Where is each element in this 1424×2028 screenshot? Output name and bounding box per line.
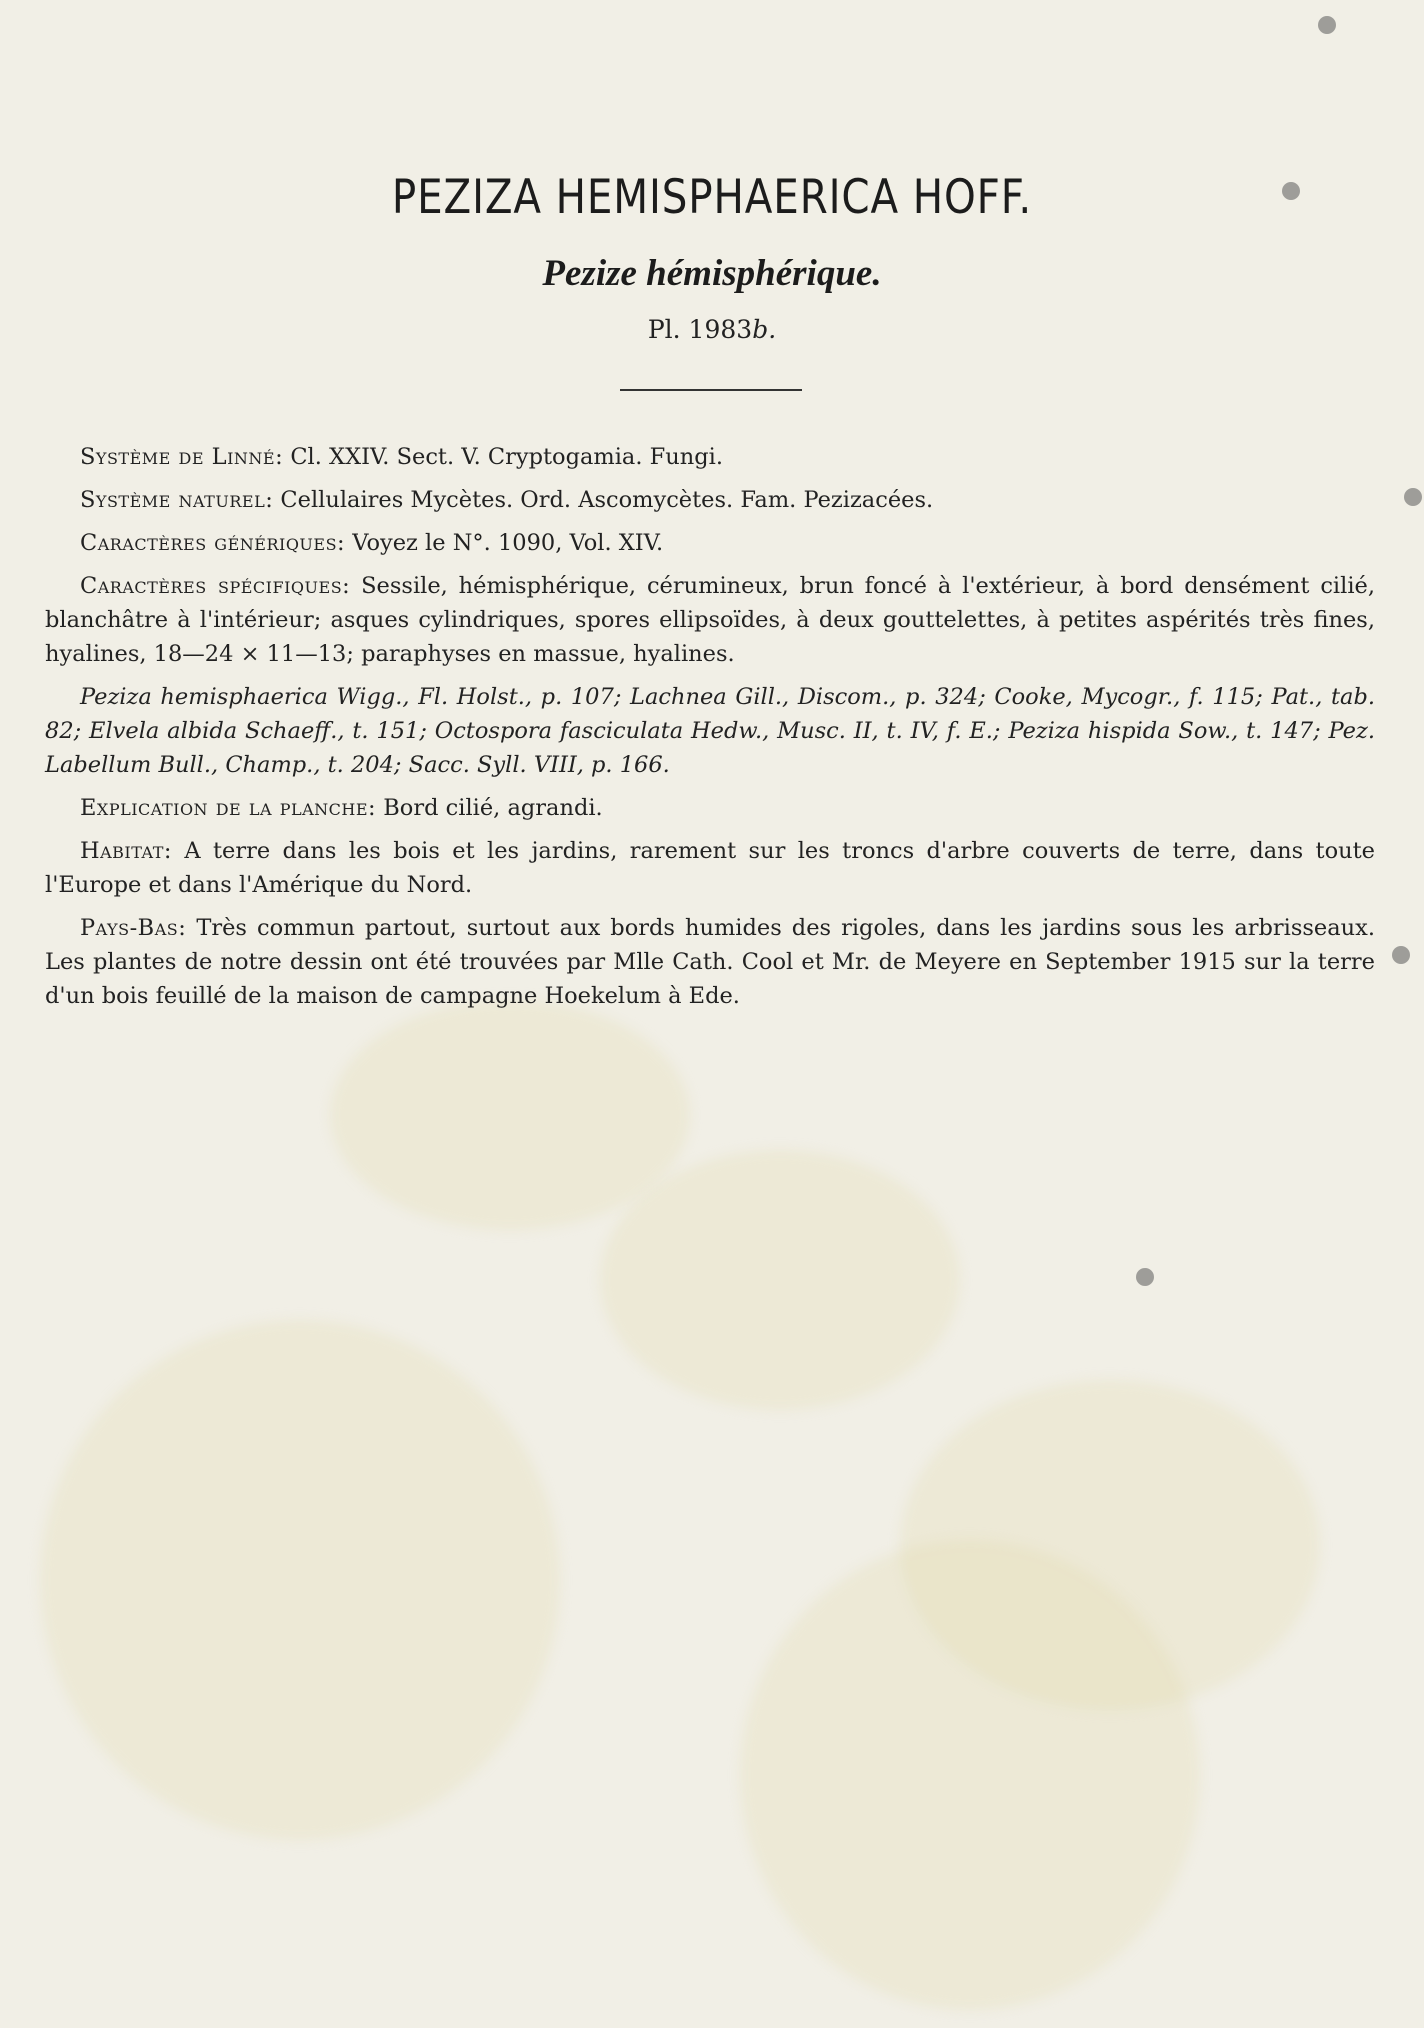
paper-speck: [1392, 946, 1410, 964]
title-divider: [620, 389, 802, 391]
paper-stain: [330, 1000, 690, 1230]
section-text: Sessile, hémisphérique, cérumineux, brun foncé à l'extérieur, à bord densément cilié, blanchâtre à l'intérieur; asques cylindriques, spores ellipsoïdes, à deux gouttelettes, à petites aspérités très fines, hyalines, 18—24 × 11—13; paraphyses en massue, hyalines.: [45, 573, 1375, 667]
section-label: Système de Linné:: [80, 444, 284, 470]
section-label: Pays-Bas:: [80, 915, 187, 941]
paper-speck: [1318, 16, 1336, 34]
explication-planche-paragraph: [45, 791, 1375, 825]
section-label: Caractères spécifiques:: [80, 573, 351, 599]
description-body: [45, 440, 1375, 1022]
plate-number-suffix: b.: [752, 315, 777, 344]
caracteres-generiques-paragraph: [45, 526, 1375, 560]
section-text: Très commun partout, surtout aux bords humides des rigoles, dans les jardins sous les arbrisseaux. Les plantes de notre dessin ont été trouvées par Mlle Cath. Cool et Mr. de Meyere en September 1915 sur la terre d'un bois feuillé de la maison de campagne Hoekelum à Ede.: [45, 915, 1375, 1009]
section-label: Habitat:: [80, 838, 172, 864]
section-label: Caractères génériques:: [80, 530, 346, 556]
paper-stain: [740, 1540, 1200, 2010]
systeme-naturel-paragraph: [45, 483, 1375, 517]
section-text: Cl. XXIV. Sect. V. Cryptogamia. Fungi.: [283, 444, 723, 470]
section-label: Système naturel:: [80, 487, 274, 513]
section-text: Cellulaires Mycètes. Ord. Ascomycètes. Fam. Pezizacées.: [273, 487, 934, 513]
section-label: Explication de la planche:: [80, 795, 377, 821]
habitat-paragraph: [45, 834, 1375, 902]
caracteres-specifiques-paragraph: [45, 569, 1375, 671]
paper-speck: [1136, 1268, 1154, 1286]
section-text: A terre dans les bois et les jardins, rarement sur les troncs d'arbre couverts de terre, dans toute l'Europe et dans l'Amérique du Nord.: [45, 838, 1375, 898]
plate-number: [0, 315, 1424, 344]
paper-stain: [600, 1150, 960, 1410]
page-subtitle: Pezize hémisphérique.: [542, 253, 882, 294]
pays-bas-paragraph: [45, 911, 1375, 1013]
paper-stain: [40, 1320, 560, 1840]
systeme-linne-paragraph: [45, 440, 1375, 474]
paper-speck: [1404, 488, 1422, 506]
plate-number-prefix: Pl. 1983: [647, 315, 753, 344]
section-text: Bord cilié, agrandi.: [376, 795, 603, 821]
page-title: PEZIZA HEMISPHAERICA HOFF.: [391, 170, 1033, 225]
references-paragraph: Peziza hemisphaerica Wigg., Fl. Holst., p. 107; Lachnea Gill., Discom., p. 324; Cooke, Mycogr., f. 115; Pat., tab. 82; Elvela albida Schaeff., t. 151; Octospora fasciculata Hedw., Musc. II, t. IV, f. E.; Peziza hispida Sow., t. 147; Pez. Labellum Bull., Champ., t. 204; Sacc. Syll. VIII, p. 166.: [45, 684, 1375, 778]
section-text: Voyez le N°. 1090, Vol. XIV.: [345, 530, 664, 556]
